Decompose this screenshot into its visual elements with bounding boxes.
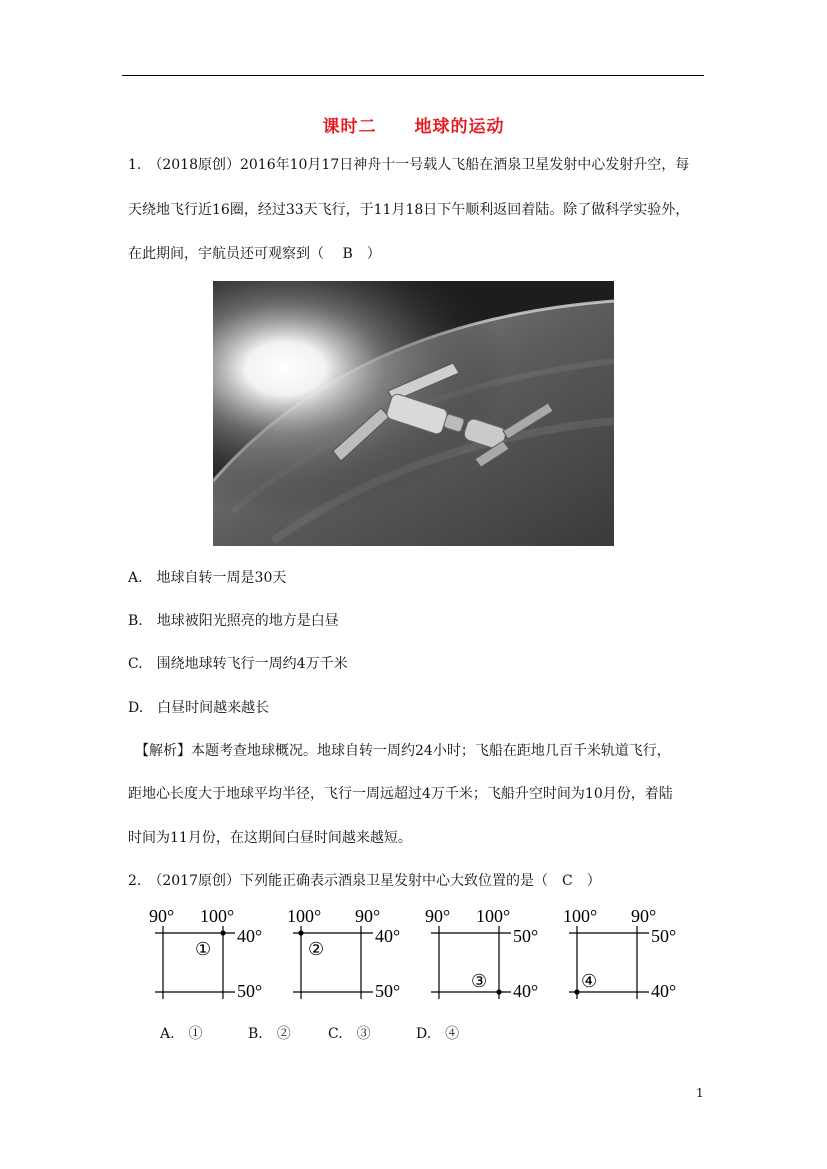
figure-1-right-lower: 50° <box>237 981 263 1001</box>
q1-option-b: B. 地球被阳光照亮的地方是白昼 <box>128 613 339 629</box>
figure-3-right-lower: 40° <box>513 981 539 1001</box>
q1-stem-line-3: 在此期间，宇航员还可观察到（ B ） <box>128 246 381 262</box>
title-topic: 地球的运动 <box>414 117 505 137</box>
space-station-image <box>213 281 614 546</box>
q2-option-c: C. ③ <box>328 1026 371 1042</box>
q2-option-a: A. ① <box>160 1026 203 1042</box>
figure-3 <box>425 906 538 1001</box>
figure-4-top-right: 90° <box>631 906 657 926</box>
space-station-photo <box>213 281 614 546</box>
figure-2-right-upper: 40° <box>375 926 401 946</box>
figure-1-top-right: 100° <box>200 906 235 926</box>
figure-4 <box>563 906 676 1001</box>
figure-1-mark: ① <box>195 939 212 959</box>
q1-option-d: D. 白昼时间越来越长 <box>128 700 270 716</box>
figure-3-right-upper: 50° <box>513 926 539 946</box>
q2-option-b: B. ② <box>248 1026 291 1042</box>
figure-1 <box>149 906 262 1001</box>
q2-stem: 2. （2017原创）下列能正确表示酒泉卫星发射中心大致位置的是（ C ） <box>128 873 601 889</box>
figure-4-mark: ④ <box>581 971 598 991</box>
figure-2-right-lower: 50° <box>375 981 401 1001</box>
page-number: 1 <box>696 1086 704 1100</box>
figure-2-top-right: 90° <box>355 906 381 926</box>
q1-option-a: A. 地球自转一周是30天 <box>128 570 287 586</box>
q1-option-c: C. 围绕地球转飞行一周约4万千米 <box>128 656 348 672</box>
q2-figures <box>145 902 705 1012</box>
figure-3-mark: ③ <box>471 971 488 991</box>
figure-3-top-right: 100° <box>476 906 511 926</box>
figure-3-top-left: 90° <box>425 906 451 926</box>
page-title <box>0 112 827 137</box>
figure-2-top-left: 100° <box>287 906 322 926</box>
q2-option-d: D. ④ <box>416 1026 460 1042</box>
figure-4-right-upper: 50° <box>651 926 677 946</box>
header-rule <box>122 75 704 76</box>
latitude-longitude-diagrams <box>145 902 705 1012</box>
q1-analysis-line-2: 距地心长度大于地球平均半径，飞行一周远超过4万千米；飞船升空时间为10月份，着陆 <box>128 786 673 802</box>
title-lesson: 课时二 <box>322 117 377 137</box>
q1-stem-line-1: 1. （2018原创）2016年10月17日神舟十一号载人飞船在酒泉卫星发射中心发射升空，每 <box>128 157 690 173</box>
q1-analysis-line-3: 时间为11月份，在这期间白昼时间越来越短。 <box>128 830 412 846</box>
figure-1-right-upper: 40° <box>237 926 263 946</box>
q1-stem-line-2: 天绕地飞行近16圈，经过33天飞行，于11月18日下午顺利返回着陆。除了做科学实验外， <box>128 202 690 218</box>
figure-2 <box>287 906 400 1001</box>
figure-4-top-left: 100° <box>563 906 598 926</box>
figure-1-top-left: 90° <box>149 906 175 926</box>
figure-2-mark: ② <box>308 939 325 959</box>
figure-4-right-lower: 40° <box>651 981 677 1001</box>
q1-analysis-line-1: 【解析】本题考查地球概况。地球自转一周约24小时；飞船在距地几百千米轨道飞行， <box>135 743 671 759</box>
